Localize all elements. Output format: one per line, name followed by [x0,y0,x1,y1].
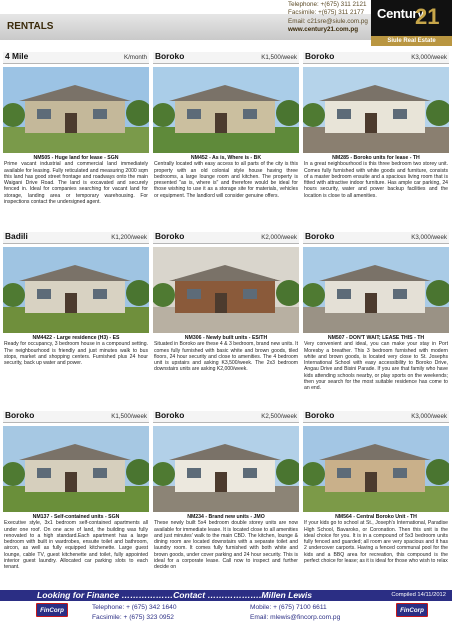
property-photo-image [153,426,299,512]
listing-card[interactable] [303,232,449,391]
listing-location: 4 Mile [5,51,29,61]
logo-firm-name: Siule Real Estate [371,36,452,46]
listing-location: Boroko [305,51,335,61]
finance-mobile-block [250,603,340,623]
listing-location: Boroko [155,231,185,241]
property-photo[interactable] [3,247,149,333]
listing-card[interactable] [3,411,149,570]
property-photo-image [3,247,149,333]
listing-location: Boroko [5,410,35,420]
listing-header [153,232,299,244]
listing-card[interactable] [303,52,449,199]
property-photo[interactable] [3,67,149,153]
listing-price: K3,000/week [411,413,447,420]
listing-price: K3,000/week [411,54,447,61]
listing-description: Centrally located with easy access to all parts of the city is this property with an old colonial style house having three bedrooms, a large lounge room and kitchen. The property is presented "as is, where is" and therefore would be ideal for those wishing to use it as a storage site for materials, vehicles or equipment. The landlord will consider genuine offers. [154,161,298,199]
listing-card[interactable] [3,232,149,366]
listing-description: Very convenient and ideal, you can make your stay in Port Moresby a breather. This 3 bedroom furnished with modern white and brown goods, is located very close to St. Josephs International School with easy accessibility to Boroko Drive, Angau Drive and Bisini Parade. If you are that family who have kids attending schools nearby, or play sports on the weekends; then your search for the most suitable residence has come to an end. [304,341,448,391]
listing-reference: NM234 - Brand new units - JMO [187,514,265,520]
property-photo-image [303,67,449,153]
listing-description: If your kids go to school at St., Joseph's International, Paradise High School, Bavaroko, or Coronation. Then this unit is the ideal choice for you. It is in a compound of 5x3 bedroom units fully fenced and guarded; all room are very spacious and it has 2 undercover carports. Having a fenced communal pool for the kids and a BBQ area for recreation, this compound is the perfect choice for lease; as it is ideal for those who wish to relax [304,520,448,564]
listing-header [153,411,299,423]
listing-description: Prime vacant industrial and commercial land immediately available for leasing. Fully reticulated and measuring 2000 sqm this land has good street frontage and roadways onto the main Waigani Drive Road. The land is excavated and securely fenced in. Ideal for companies searching for vacant land for storage, landing area or temporary warehousing. For inspections contact the undersigned agent. [4,161,148,205]
listing-reference: NM505 - Huge land for lease - SGN [33,155,119,161]
listing-description: Situated in Boroko are these 4 & 3 bedroom, brand new units. It comes fully furnished with basic white and brown goods, tiled floors, 24 hour security and close to amenities. The 4 bedroom unit is upstairs and asking K3,500/week. The 2x3 bedroom downstairs units are asking K2,000/week. [154,341,298,373]
listing-reference: NM452 - As is, Where is - BK [190,155,262,161]
listing-price: K2,000/week [261,234,297,241]
compiled-date: Compiled 14/11/2012 [391,592,446,598]
agency-website[interactable]: www.century21.com.pg [288,25,359,33]
page-title: RENTALS [7,21,54,32]
property-photo-image [3,426,149,512]
agency-facsimile: Facsimile: +(675) 311 2177 [288,9,365,17]
listing-description: Executive style, 3x1 bedroom self-contained apartments all under one roof. On one acre of land, the building was fully renovated to a high standard.Each apartment has a large bedroom with built in wardrobes, ensuite toilet and bathroom, aircon, as well as fully equipped kitchenette. Large guest lounge, cable TV, guest kitchenette and toilet, fully appointed interior guest laundry. Allocated car parking slots to each tenant. [4,520,148,570]
property-photo[interactable] [153,426,299,512]
listing-header [153,52,299,64]
listing-location: Boroko [305,231,335,241]
agency-email[interactable]: Email: c21sre@siule.com.pg [288,17,368,25]
listing-price: K3,000/week [411,234,447,241]
property-photo[interactable] [303,247,449,333]
listing-price: K/month [123,54,147,61]
property-photo[interactable] [153,247,299,333]
property-photo-image [303,247,449,333]
listing-price: K1,500/week [111,413,147,420]
logo-wordmark: Century [377,6,425,21]
listing-reference: NM4422 - Large residence (H3) - ES [32,335,120,341]
listing-card[interactable] [303,411,449,564]
listing-card[interactable] [3,52,149,205]
listing-card[interactable] [153,411,299,570]
listing-price: K1,500/week [261,54,297,61]
finance-mobile: Mobile: + (675) 7100 6611 [250,604,327,611]
property-photo-image [3,67,149,153]
listing-location: Boroko [155,51,185,61]
listing-description: In a great neighbourhood is this three bedroom two storey unit. Comes fully furnished with white goods and furniture, consists of a master bedroom ensuite and a spacious living room that is fitted with attractive indoor furniture. Has ample car parking, 24 hours security, water and power backup facilities and the location is close to all amenities. [304,161,448,199]
listing-reference: NM137 - Self-contained units - SGN [32,514,120,520]
listing-location: Boroko [305,410,335,420]
property-photo[interactable] [303,67,449,153]
property-photo[interactable] [3,426,149,512]
listing-description: Ready for occupancy, 3 bedroom house in a compound setting. The neighbourhood is friendly and just minutes walk to bus stops, market and shopping centers. Furnished plus 24 hour security, back up water and power. [4,341,148,366]
listing-description: These newly built 5x4 bedroom double storey units are now available for immediate lease. It is located close to all amenities and just minutes' walk to the main CBD. The kitchen, lounge & dining room are located downstairs with a separate toilet and laundry room. It comes fully furnished with both white and brown goods, under cover parking and 24 hour security. This is ideal for a corporate lease. Call now to inspect and further decide on [154,520,298,570]
listing-price: K1,200/week [111,234,147,241]
property-photo-image [153,247,299,333]
listing-reference: NM306 - Newly built units - ES/TH [184,335,268,341]
listing-header [3,411,149,423]
listing-card[interactable] [153,232,299,373]
property-photo[interactable] [153,67,299,153]
listing-header [3,52,149,64]
agency-contact [288,1,368,34]
agency-telephone: Telephone: +(675) 311 2121 [288,1,367,8]
property-photo-image [303,426,449,512]
fincorp-logo-left: FinCorp [36,603,68,617]
property-photo[interactable] [303,426,449,512]
property-photo-image [153,67,299,153]
finance-facsimile: Facsimile: + (675) 323 0952 [92,614,174,621]
listing-header [303,52,449,64]
listing-location: Boroko [155,410,185,420]
listing-price: K2,500/week [261,413,297,420]
logo-number: 21 [415,4,440,29]
finance-banner [0,590,452,601]
listing-header [303,232,449,244]
listing-reference: NM285 - Boroko units for lease - TH [332,155,420,161]
page-header [0,0,452,48]
century21-logo [371,0,452,46]
listing-reference: NM564 - Central Boroko Unit - TH [335,514,417,520]
listing-location: Badili [5,231,28,241]
fincorp-logo-right: FinCorp [396,603,428,617]
finance-telephone: Telephone: + (675) 342 1640 [92,604,177,611]
finance-slogan: Looking for Finance ………………Contact ……………….Millen Lewis [37,590,313,600]
finance-phone-block [92,603,177,623]
listing-header [303,411,449,423]
finance-email[interactable]: Email: mlewis@fincorp.com.pg [250,614,341,621]
listing-card[interactable] [153,52,299,199]
listing-header [3,232,149,244]
listing-reference: NM507 - DON'T WAIT; LEASE THIS - TH [327,335,425,341]
